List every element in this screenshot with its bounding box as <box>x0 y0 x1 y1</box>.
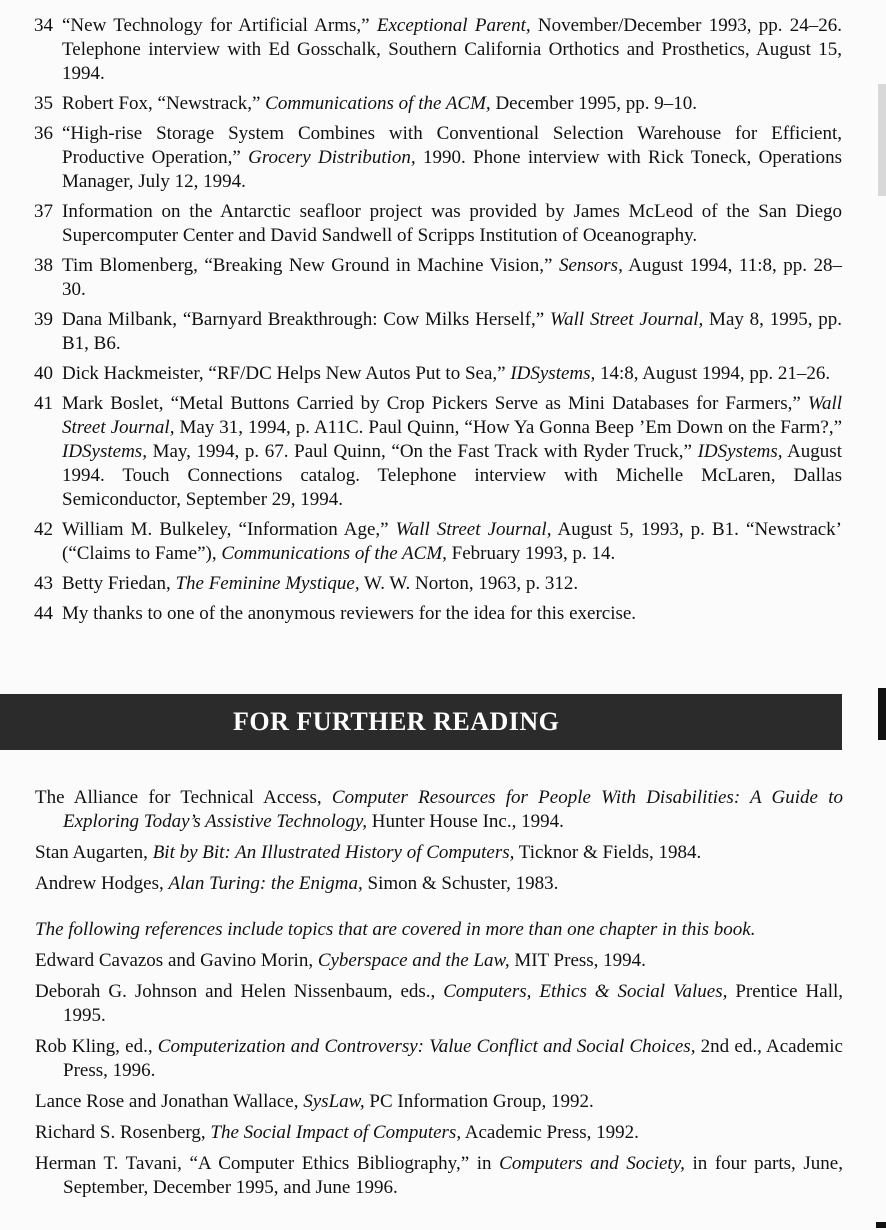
endnotes-list <box>34 14 842 632</box>
citation-title: Grocery Distribution, <box>248 147 416 168</box>
endnote-39 <box>34 308 842 356</box>
citation-text: 1990. Phone interview with Rick Toneck, Operations Manager, July 12, 1994. <box>62 147 842 192</box>
citation-text: 2nd ed., Academic Press, 1996. <box>63 1036 843 1081</box>
page-edge-mark-top <box>878 84 886 196</box>
endnote-number: 36 <box>34 123 53 144</box>
citation-text: Simon & Schuster, 1983. <box>362 873 559 894</box>
citation-text: Andrew Hodges, <box>35 873 169 894</box>
citation-text: Herman T. Tavani, “A Computer Ethics Bibliography,” in <box>35 1153 500 1174</box>
citation-title: IDSystems, <box>510 363 596 384</box>
endnote-number: 35 <box>34 93 53 114</box>
citation-text: Hunter House Inc., 1994. <box>367 811 564 832</box>
citation-text: MIT Press, 1994. <box>509 950 646 971</box>
reading-group-multichapter <box>35 949 843 1200</box>
reading-group-general <box>35 786 843 896</box>
reading-entry <box>35 786 843 834</box>
citation-text: August 1994. Touch Connections catalog. Telephone interview with Michelle McLaren, Dallas Semiconductor, September 29, 1994. <box>62 441 842 510</box>
citation-text: August 1994, 11:8, pp. 28–30. <box>62 255 842 300</box>
citation-title: The Feminine Mystique, <box>175 573 360 594</box>
citation-text: William M. Bulkeley, “Information Age,” <box>62 519 396 540</box>
endnote-43 <box>34 572 842 596</box>
endnote-number: 40 <box>34 363 53 384</box>
citation-text: Richard S. Rosenberg, <box>35 1122 211 1143</box>
endnote-number: 37 <box>34 201 53 222</box>
citation-title: Computers and Society, <box>499 1153 685 1174</box>
citation-text: February 1993, p. 14. <box>446 543 616 564</box>
endnote-40 <box>34 362 842 386</box>
citation-text: Stan Augarten, <box>35 842 153 863</box>
endnote-42 <box>34 518 842 566</box>
citation-text: May 8, 1995, pp. B1, B6. <box>62 309 843 354</box>
reading-intro-text: The following references include topics that are covered in more than one chapter in this book. <box>35 919 756 940</box>
citation-text: “New Technology for Artificial Arms,” <box>62 15 377 36</box>
citation-text: August 5, 1993, p. B1. “Newstrack’ (“Claims to Fame”), <box>62 519 843 564</box>
reading-entry <box>35 1035 843 1083</box>
citation-title: Wall Street Journal, <box>395 519 552 540</box>
citation-title: SysLaw, <box>303 1091 365 1112</box>
reading-entry <box>35 1152 843 1200</box>
citation-title: IDSystems, <box>62 441 147 462</box>
citation-text: May 31, 1994, p. A11C. Paul Quinn, “How Ya Gonna Beep ’Em Down on the Farm?,” <box>174 417 843 438</box>
page-edge-mark-bottom <box>876 1222 886 1228</box>
citation-title: Computers, Ethics & Social Values, <box>443 981 728 1002</box>
citation-text: Edward Cavazos and Gavino Morin, <box>35 950 318 971</box>
endnote-number: 34 <box>34 15 53 36</box>
reading-entry <box>35 872 843 896</box>
citation-title: Sensors, <box>558 255 623 276</box>
citation-text: My thanks to one of the anonymous reviewers for the idea for this exercise. <box>62 603 637 624</box>
citation-text: W. W. Norton, 1963, p. 312. <box>359 573 579 594</box>
endnote-44 <box>34 602 842 626</box>
endnote-35 <box>34 92 842 116</box>
citation-title: The Social Impact of Computers, <box>210 1122 462 1143</box>
endnote-37 <box>34 200 842 248</box>
citation-title: Alan Turing: the Enigma, <box>168 873 363 894</box>
citation-text: December 1995, pp. 9–10. <box>490 93 697 114</box>
page-edge-mark <box>878 688 886 740</box>
endnote-number: 44 <box>34 603 53 624</box>
endnote-number: 38 <box>34 255 53 276</box>
endnote-number: 43 <box>34 573 53 594</box>
endnote-34 <box>34 14 842 86</box>
citation-text: PC Information Group, 1992. <box>364 1091 594 1112</box>
reading-intro <box>35 918 843 942</box>
citation-title: Computerization and Controversy: Value Conflict and Social Choices, <box>157 1036 696 1057</box>
citation-text: Rob Kling, ed., <box>35 1036 158 1057</box>
endnote-number: 41 <box>34 393 53 414</box>
reading-entry <box>35 949 843 973</box>
reading-entry <box>35 1121 843 1145</box>
citation-title: Cyberspace and the Law, <box>317 950 510 971</box>
citation-text: Mark Boslet, “Metal Buttons Carried by Crop Pickers Serve as Mini Databases for Farmers,” <box>62 393 808 414</box>
endnote-number: 42 <box>34 519 53 540</box>
citation-title: Communications of the ACM, <box>221 543 447 564</box>
citation-text: “High-rise Storage System Combines with Conventional Selection Warehouse for Efficient, Productive Operation,” <box>62 123 842 168</box>
endnote-38 <box>34 254 842 302</box>
citation-text: Ticknor & Fields, 1984. <box>514 842 702 863</box>
citation-text: November/December 1993, pp. 24–26. Telephone interview with Ed Gosschalk, Southern California Orthotics and Prosthetics, August 15, 1994. <box>62 15 842 84</box>
reading-entry <box>35 841 843 865</box>
citation-title: Wall Street Journal, <box>62 393 842 438</box>
citation-text: Deborah G. Johnson and Helen Nissenbaum, eds., <box>35 981 444 1002</box>
citation-text: Information on the Antarctic seafloor project was provided by James McLeod of the San Diego Supercomputer Center and David Sandwell of Scripps Institution of Oceanography. <box>62 201 842 246</box>
citation-title: Wall Street Journal, <box>550 309 704 330</box>
citation-text: Prentice Hall, 1995. <box>63 981 844 1026</box>
citation-text: Lance Rose and Jonathan Wallace, <box>35 1091 304 1112</box>
citation-text: 14:8, August 1994, pp. 21–26. <box>595 363 831 384</box>
citation-title: Exceptional Parent, <box>376 15 531 36</box>
endnote-number: 39 <box>34 309 53 330</box>
citation-text: The Alliance for Technical Access, <box>35 787 332 808</box>
reading-entry <box>35 980 843 1028</box>
citation-text: Betty Friedan, <box>62 573 176 594</box>
further-reading-list <box>35 786 843 1207</box>
citation-text: Robert Fox, “Newstrack,” <box>62 93 266 114</box>
citation-text: Academic Press, 1992. <box>461 1122 639 1143</box>
citation-text: Tim Blomenberg, “Breaking New Ground in Machine Vision,” <box>62 255 559 276</box>
citation-text: Dana Milbank, “Barnyard Breakthrough: Cow Milks Herself,” <box>62 309 551 330</box>
citation-text: in four parts, June, September, December 1995, and June 1996. <box>63 1153 843 1198</box>
citation-title: IDSystems, <box>697 441 783 462</box>
citation-title: Computer Resources for People With Disabilities: A Guide to Exploring Today’s Assistive Technology, <box>63 787 843 832</box>
citation-title: Bit by Bit: An Illustrated History of Computers, <box>152 842 515 863</box>
citation-text: Dick Hackmeister, “RF/DC Helps New Autos Put to Sea,” <box>62 363 511 384</box>
citation-title: Communications of the ACM, <box>265 93 491 114</box>
citation-text: May, 1994, p. 67. Paul Quinn, “On the Fast Track with Ryder Truck,” <box>146 441 698 462</box>
section-heading: FOR FURTHER READING <box>233 707 560 736</box>
endnote-41 <box>34 392 842 512</box>
reading-entry <box>35 1090 843 1114</box>
endnote-36 <box>34 122 842 194</box>
